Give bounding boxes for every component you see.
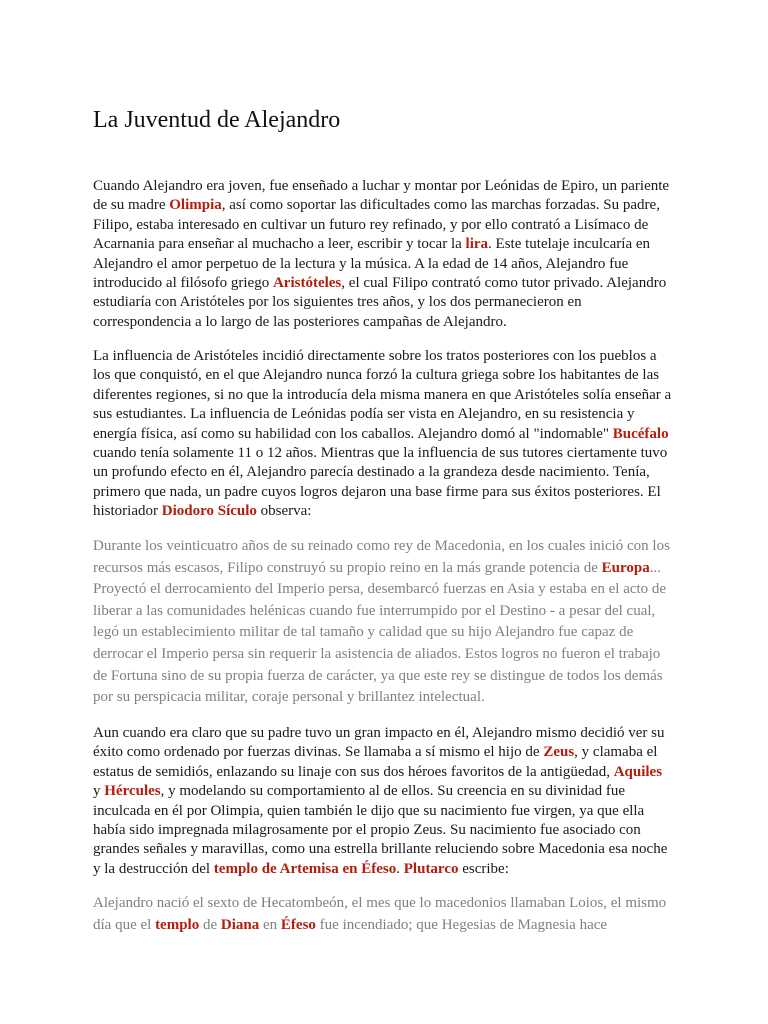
paragraph-3 bbox=[93, 724, 673, 879]
quote-diodoro bbox=[93, 536, 673, 709]
inline-link[interactable]: Aristóteles bbox=[272, 275, 342, 292]
inline-link[interactable]: lira bbox=[465, 236, 489, 253]
text-run: de bbox=[199, 916, 221, 933]
text-run: , y modelando su comportamiento al de ellos. Su creencia en su divinidad fue inculcada en él por Olimpia, quien también le dijo que su nacimiento fue virgen, ya que ella había sido impregnada milagrosamente por el propio Zeus. Su nacimiento fue asociado con grandes señales y maravillas, como una estrella brillante reluciendo sobre Macedonia esa noche y la destrucción del bbox=[93, 783, 668, 877]
inline-link[interactable]: Hércules bbox=[104, 783, 161, 800]
text-run: fue incendiado; que Hegesias de Magnesia hace bbox=[315, 916, 608, 933]
inline-link[interactable]: Olimpia bbox=[169, 197, 222, 214]
text-run: cuando tenía solamente 11 o 12 años. Mientras que la influencia de sus tutores ciertamente tuvo un profundo efecto en él, Alejandro parecía destinado a la grandeza desde nacimiento. Tenía, primero que nada, un padre cuyos logros dejaron una base firme para sus éxitos posteriores. El historiador bbox=[93, 445, 668, 520]
text-run: , y clamaba el estatus de semidiós, enlazando su linaje con sus dos héroes favoritos de la antigüedad, bbox=[93, 744, 658, 780]
inline-link[interactable]: Diana bbox=[220, 916, 260, 933]
inline-link[interactable]: Plutarco bbox=[403, 860, 459, 877]
text-run: en bbox=[259, 916, 281, 933]
text-run: escribe: bbox=[458, 860, 509, 877]
inline-link[interactable]: Aquiles bbox=[613, 763, 663, 780]
text-run: Alejandro nació el sexto de Hecatombeón, el mes que lo macedonios llamaban Loios, el mismo día que el bbox=[93, 895, 667, 933]
text-run: Durante los veinticuatro años de su reinado como rey de Macedonia, en los cuales inició con los recursos más escasos, Filipo construyó su propio reino en la más grande potencia de bbox=[93, 538, 670, 576]
text-run: observa: bbox=[256, 503, 312, 520]
inline-link[interactable]: Europa bbox=[601, 559, 650, 576]
inline-link[interactable]: templo bbox=[155, 916, 200, 933]
inline-link[interactable]: Zeus bbox=[543, 744, 575, 761]
text-run: , el cual Filipo contrató como tutor privado. Alejandro estudiaría con Aristóteles por los siguientes tres años, y los dos permanecieron en correspondencia a lo largo de las posteriores campañas de Alejandro. bbox=[93, 275, 667, 330]
text-run: ... Proyectó el derrocamiento del Imperio persa, desembarcó fuerzas en Asia y estaba en el acto de liberar a las comunidades helénicas cuando fue interrumpido por el Destino - a pesar del cual, legó un establecimiento militar de tal tamaño y calidad que su hijo Alejandro fue capaz de derrocar el Imperio persa sin requerir la asistencia de aliados. Estos logros no fueron el trabajo de Fortuna sino de su propia fuerza de carácter, ya que este rey se distingue de todos los demás por su perspicacia militar, coraje personal y brillantez intelectual. bbox=[93, 559, 667, 706]
paragraph-2 bbox=[93, 347, 673, 522]
text-run: Cuando Alejandro era joven, fue enseñado a luchar y montar por Leónidas de Epiro, un pariente de su madre bbox=[93, 178, 670, 214]
quote-plutarco bbox=[93, 893, 673, 936]
paragraph-1 bbox=[93, 177, 673, 332]
inline-link[interactable]: Éfeso bbox=[280, 916, 316, 933]
inline-link[interactable]: Bucéfalo bbox=[612, 425, 669, 442]
inline-link[interactable]: Diodoro Sículo bbox=[161, 503, 257, 520]
text-run: , así como soportar las dificultades como las marchas forzadas. Su padre, Filipo, estaba interesado en cultivar un futuro rey refinado, y por ello contrató a Lisímaco de Acarnania para enseñar al muchacho a leer, escribir y tocar la bbox=[93, 197, 660, 253]
text-run: . Este tutelaje inculcaría en Alejandro el amor perpetuo de la lectura y la música. A la edad de 14 años, Alejandro fue introducido al filósofo griego bbox=[93, 236, 651, 292]
text-run: Aun cuando era claro que su padre tuvo un gran impacto en él, Alejandro mismo decidió ver su éxito como ordenado por fuerzas divinas. Se llamaba a sí mismo el hijo de bbox=[93, 725, 665, 761]
text-run: . bbox=[396, 860, 404, 877]
text-run: y bbox=[93, 783, 105, 800]
page-title: La Juventud de Alejandro bbox=[93, 107, 341, 133]
inline-link[interactable]: templo de Artemisa en Éfeso bbox=[213, 860, 397, 877]
text-run: La influencia de Aristóteles incidió directamente sobre los tratos posteriores con los pueblos a los que conquistó, en el que Alejandro nunca forzó la cultura griega sobre los habitantes de las diferentes regiones, si no que la introducía dela misma manera en que Aristóteles solía enseñar a sus estudiantes. La influencia de Leónidas podía ser vista en Alejandro, en su resistencia y energía física, así como su habilidad con los caballos. Alejandro domó al "indomable" bbox=[93, 348, 672, 442]
